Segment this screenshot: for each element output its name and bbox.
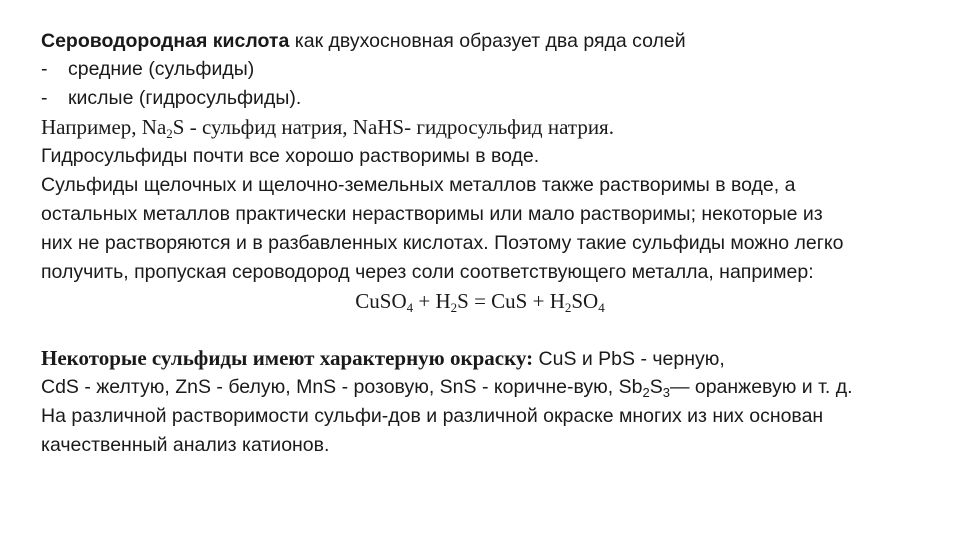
list-item-normal-salts xyxy=(41,56,254,83)
list-item-label: средние (сульфиды) xyxy=(68,58,255,80)
subscript: 4 xyxy=(406,300,414,315)
colors-text: CdS - желтую, ZnS - белую, MnS - розовую, SnS - коричне-вую, Sb xyxy=(41,376,643,398)
list-item-label: кислые (гидросульфиды). xyxy=(68,87,302,109)
reaction-equation xyxy=(0,288,960,315)
colors-heading: Некоторые сульфиды имеют характерную окраску: xyxy=(41,346,534,370)
paragraph-text: Сульфиды щелочных и щелочно-земельных металлов также растворимы в воде, а xyxy=(41,174,796,196)
equation-text: CuSO xyxy=(355,289,407,313)
equation-text: SO xyxy=(571,289,599,313)
text-line xyxy=(41,259,814,286)
text-line xyxy=(41,230,843,257)
colors-text: CuS и PbS - черную, xyxy=(533,348,725,370)
colors-heading-line xyxy=(41,345,725,373)
list-dash: - xyxy=(41,87,48,109)
example-text: Например, Na xyxy=(41,115,167,139)
equation-text: S = CuS + H xyxy=(457,289,565,313)
paragraph-text: Гидросульфиды почти все хорошо растворимы в воде. xyxy=(41,145,540,167)
colors-list-line xyxy=(41,374,852,401)
text-line xyxy=(41,403,823,430)
paragraph-text: качественный анализ катионов. xyxy=(41,434,330,456)
text-line xyxy=(41,432,329,459)
paragraph-text: остальных металлов практически нерастворимы или мало растворимы; некоторые из xyxy=(41,203,823,225)
text-line xyxy=(41,143,539,170)
subscript: 2 xyxy=(166,126,173,141)
subscript: 4 xyxy=(598,300,605,315)
term-hydrogen-sulfide-acid: Сероводородная кислота xyxy=(41,30,290,52)
intro-text: как двухосновная образует два ряда солей xyxy=(289,30,686,52)
equation-text: + H xyxy=(413,289,451,313)
subscript: 2 xyxy=(450,300,458,315)
paragraph-text: получить, пропуская сероводород через соли соответствующего металла, например: xyxy=(41,261,814,283)
subscript: 3 xyxy=(662,385,670,400)
example-line xyxy=(41,114,614,141)
intro-line xyxy=(41,27,686,55)
colors-text: — оранжевую и т. д. xyxy=(669,376,853,398)
list-dash: - xyxy=(41,58,48,80)
subscript: 2 xyxy=(642,385,650,400)
colors-text: S xyxy=(649,376,663,398)
text-line xyxy=(41,172,795,199)
paragraph-text: них не растворяются и в разбавленных кислотах. Поэтому такие сульфиды можно легко xyxy=(41,232,844,254)
list-item-acid-salts xyxy=(41,85,301,112)
paragraph-text: На различной растворимости сульфи-дов и различной окраске многих из них основан xyxy=(41,405,824,427)
text-line xyxy=(41,201,823,228)
example-text: S - сульфид натрия, NaHS- гидросульфид натрия. xyxy=(172,115,614,139)
subscript: 2 xyxy=(564,300,572,315)
